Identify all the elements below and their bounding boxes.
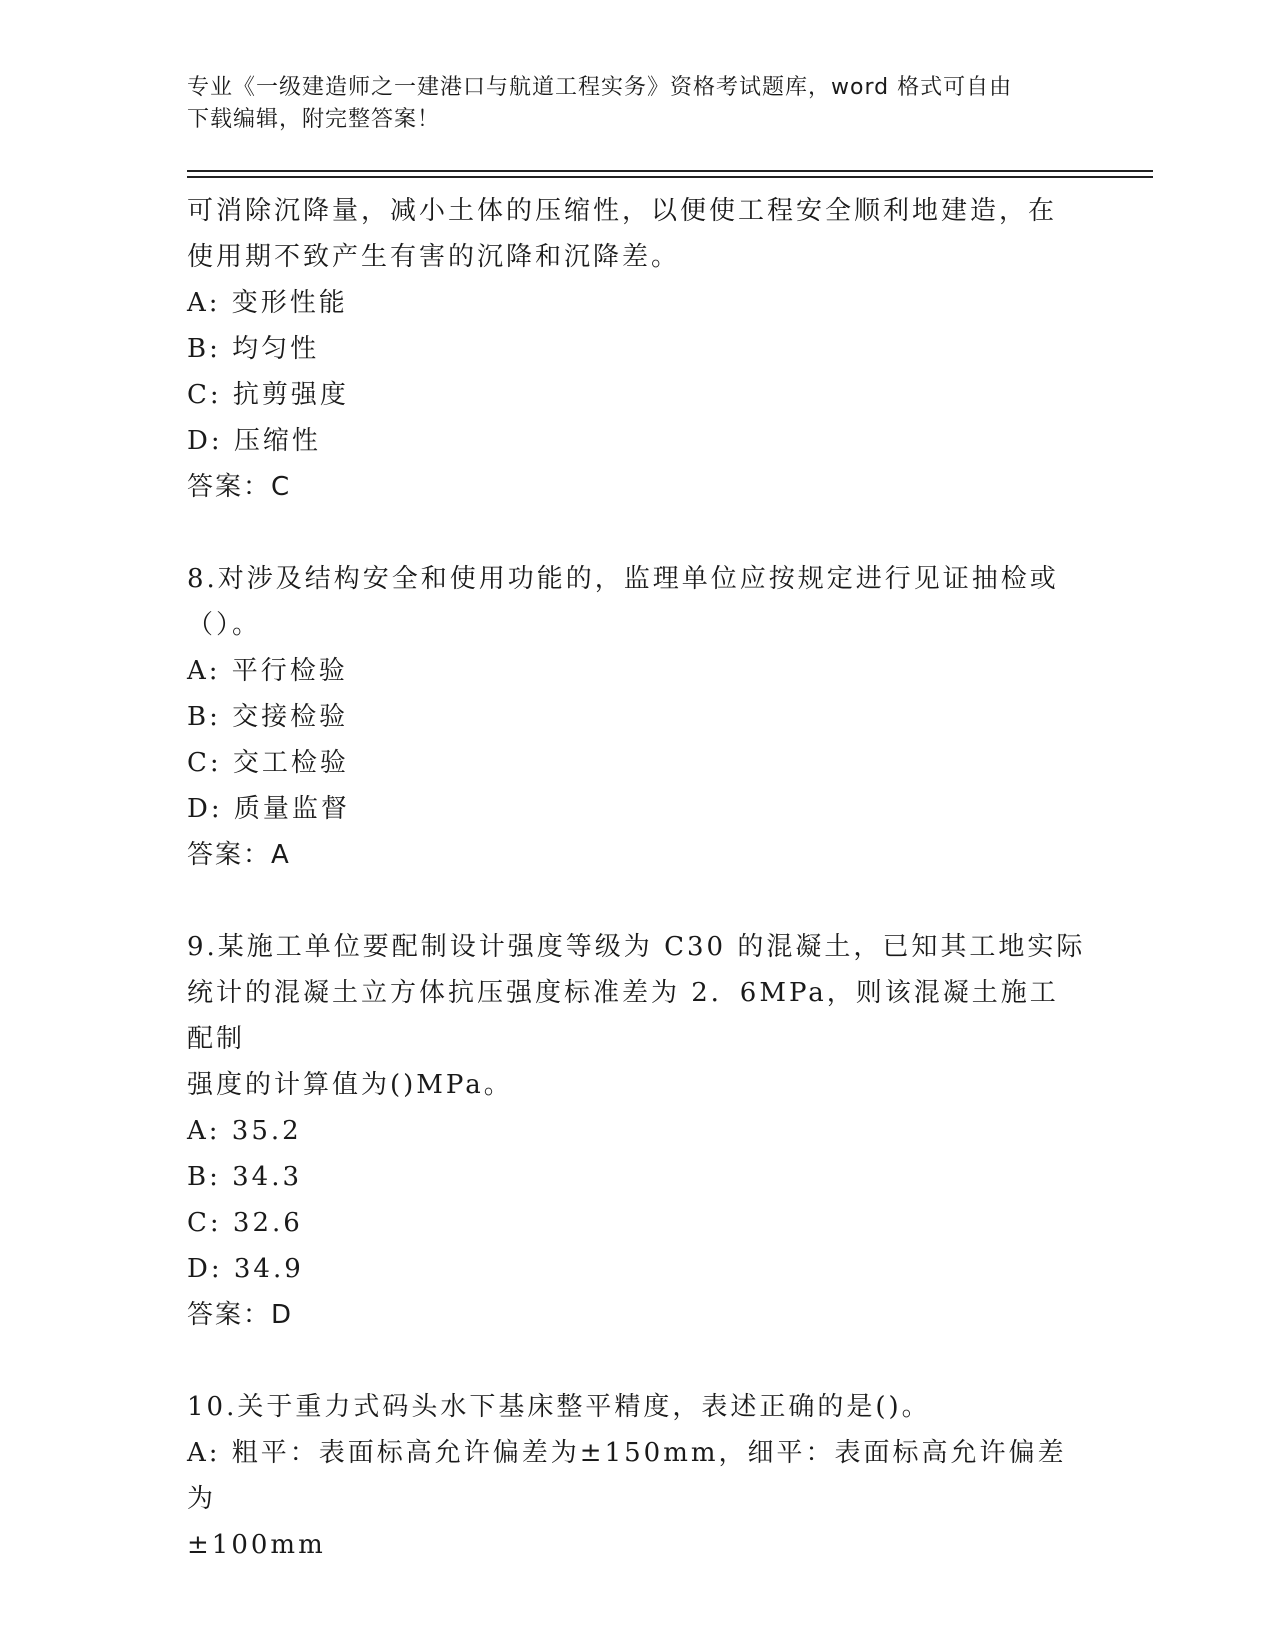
option-a: A: 35.2 bbox=[187, 1116, 302, 1146]
option-c: C: 交工检验 bbox=[187, 748, 349, 778]
answer-line: 答案：A bbox=[187, 840, 291, 870]
question-text-line: 8.对涉及结构安全和使用功能的，监理单位应按规定进行见证抽检或 bbox=[187, 564, 1059, 594]
question-text-line: 9.某施工单位要配制设计强度等级为 C30 的混凝土，已知其工地实际 bbox=[187, 932, 1086, 962]
question-text-line: 10.关于重力式码头水下基床整平精度，表述正确的是()。 bbox=[187, 1392, 931, 1422]
option-b: B: 交接检验 bbox=[187, 702, 349, 732]
option-a: A: 粗平：表面标高允许偏差为±150mm，细平：表面标高允许偏差为 bbox=[187, 1438, 1067, 1514]
question-text-line: 可消除沉降量，减小土体的压缩性，以便使工程安全顺利地建造，在 bbox=[187, 196, 1058, 226]
option-d: D: 质量监督 bbox=[187, 794, 350, 824]
option-d: D: 34.9 bbox=[187, 1254, 304, 1284]
header-line-2: 下载编辑，附完整答案！ bbox=[187, 107, 441, 132]
question-8 bbox=[187, 556, 1087, 878]
document-body bbox=[187, 188, 1087, 1568]
option-d: D: 压缩性 bbox=[187, 426, 321, 456]
option-a: A: 变形性能 bbox=[187, 288, 348, 318]
option-b: B: 均匀性 bbox=[187, 334, 320, 364]
question-text-line: 使用期不致产生有害的沉降和沉降差。 bbox=[187, 242, 681, 272]
question-text-line: （）。 bbox=[187, 610, 262, 640]
header-line-1: 专业《一级建造师之一建港口与航道工程实务》资格考试题库，word 格式可自由 bbox=[187, 75, 1013, 100]
option-c: C: 32.6 bbox=[187, 1208, 303, 1238]
question-9 bbox=[187, 924, 1087, 1338]
option-a-continued: ±100mm bbox=[187, 1530, 326, 1560]
question-7 bbox=[187, 188, 1087, 510]
answer-line: 答案：C bbox=[187, 472, 292, 502]
question-text-line: 统计的混凝土立方体抗压强度标准差为 2．6MPa，则该混凝土施工配制 bbox=[187, 978, 1059, 1054]
option-a: A: 平行检验 bbox=[187, 656, 348, 686]
question-10 bbox=[187, 1384, 1087, 1568]
question-text-line: 强度的计算值为()MPa。 bbox=[187, 1070, 513, 1100]
option-b: B: 34.3 bbox=[187, 1162, 303, 1192]
header-divider-bottom bbox=[187, 176, 1153, 178]
document-header bbox=[187, 72, 1087, 136]
header-divider-top bbox=[187, 170, 1153, 172]
answer-line: 答案：D bbox=[187, 1300, 294, 1330]
option-c: C: 抗剪强度 bbox=[187, 380, 349, 410]
